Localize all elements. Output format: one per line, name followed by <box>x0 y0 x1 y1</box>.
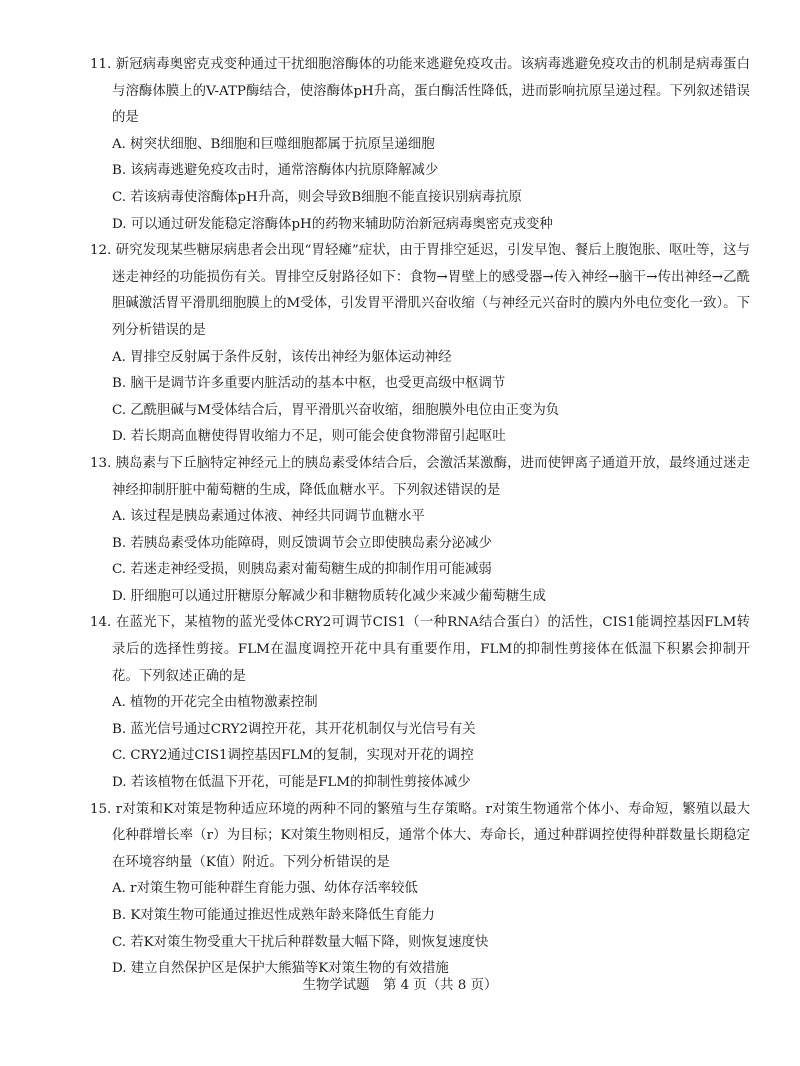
question-14 <box>90 610 750 796</box>
option-c: C. 乙酰胆碱与M受体结合后，胃平滑肌兴奋收缩，细胞膜外电位由正变为负 <box>112 402 560 418</box>
option-b: B. 该病毒逃避免疫攻击时，通常溶酶体内抗原降解减少 <box>112 163 439 179</box>
question-stem: 11. 新冠病毒奥密克戎变种通过干扰细胞溶酶体的功能来逃避免疫攻击。该病毒逃避免疫攻击的机制是病毒蛋白与溶酶体膜上的V-ATP酶结合，使溶酶体pH升高，蛋白酶活性降低，进而影响抗原呈递过程。下列叙述错误的是 <box>90 57 750 126</box>
question-stem: 12. 研究发现某些糖尿病患者会出现“胃轻瘫”症状，由于胃排空延迟，引发早饱、餐后上腹饱胀、呕吐等，这与迷走神经的功能损伤有关。胃排空反射路径如下：食物→胃壁上的感受器→传入神经→脑干→传出神经→乙酰胆碱激活胃平滑肌细胞膜上的M受体，引发胃平滑肌兴奋收缩（与神经元兴奋时的膜内外电位变化一致）。下列分析错误的是 <box>90 243 750 338</box>
option-b: B. K对策生物可能通过推迟性成熟年龄来降低生育能力 <box>112 908 435 923</box>
option-c: C. CRY2通过CIS1调控基因FLM的复制，实现对开花的调控 <box>112 748 474 764</box>
page-footer: 生物学试题 第 4 页（共 8 页） <box>302 978 498 993</box>
option-d: D. 可以通过研发能稳定溶酶体pH的药物来辅助防治新冠病毒奥密克戎变种 <box>112 216 553 232</box>
option-d: D. 若该植物在低温下开花，可能是FLM的抑制性剪接体减少 <box>112 775 471 791</box>
option-a: A. 植物的开花完全由植物激素控制 <box>112 695 318 711</box>
option-d: D. 若长期高血糖使得胃收缩力不足，则可能会使食物滞留引起呕吐 <box>112 429 506 445</box>
option-a: A. 该过程是胰岛素通过体液、神经共同调节血糖水平 <box>112 509 425 525</box>
exam-page-body <box>90 52 750 983</box>
question-15 <box>90 797 750 983</box>
option-b: B. 蓝光信号通过CRY2调控开花，其开花机制仅与光信号有关 <box>112 721 476 737</box>
option-b: B. 脑干是调节许多重要内脏活动的基本中枢，也受更高级中枢调节 <box>112 376 506 392</box>
question-13 <box>90 451 750 611</box>
option-c: C. 若该病毒使溶酶体pH升高，则会导致B细胞不能直接识别病毒抗原 <box>112 189 522 205</box>
option-a: A. 胃排空反射属于条件反射，该传出神经为躯体运动神经 <box>112 349 452 365</box>
option-c: C. 若迷走神经受损，则胰岛素对葡萄糖生成的抑制作用可能减弱 <box>112 562 492 578</box>
question-stem: 13. 胰岛素与下丘脑特定神经元上的胰岛素受体结合后，会激活某激酶，进而使钾离子通道开放，最终通过迷走神经抑制肝脏中葡萄糖的生成，降低血糖水平。下列叙述错误的是 <box>90 455 750 498</box>
option-d: D. 肝细胞可以通过肝糖原分解减少和非糖物质转化减少来减少葡萄糖生成 <box>112 588 546 604</box>
option-a: A. 树突状细胞、B细胞和巨噬细胞都属于抗原呈递细胞 <box>112 136 435 152</box>
option-d: D. 建立自然保护区是保护大熊猫等K对策生物的有效措施 <box>112 961 449 977</box>
question-12 <box>90 238 750 451</box>
option-c: C. 若K对策生物受重大干扰后种群数量大幅下降，则恢复速度快 <box>112 934 489 950</box>
question-stem: 15. r对策和K对策是物种适应环境的两种不同的繁殖与生存策略。r对策生物通常个体小、寿命短，繁殖以最大化种群增长率（r）为目标；K对策生物则相反，通常个体大、寿命长，通过种群调控使得种群数量长期稳定在环境容纳量（K值）附近。下列分析错误的是 <box>90 801 750 870</box>
question-11 <box>90 52 750 238</box>
option-b: B. 若胰岛素受体功能障碍，则反馈调节会立即使胰岛素分泌减少 <box>112 535 492 551</box>
option-a: A. r对策生物可能种群生育能力强、幼体存活率较低 <box>112 881 418 897</box>
question-stem: 14. 在蓝光下，某植物的蓝光受体CRY2可调节CIS1（一种RNA结合蛋白）的活性，CIS1能调控基因FLM转录后的选择性剪接。FLM在温度调控开花中具有重要作用，FLM的抑制性剪接体在低温下积累会抑制开花。下列叙述正确的是 <box>90 615 750 684</box>
